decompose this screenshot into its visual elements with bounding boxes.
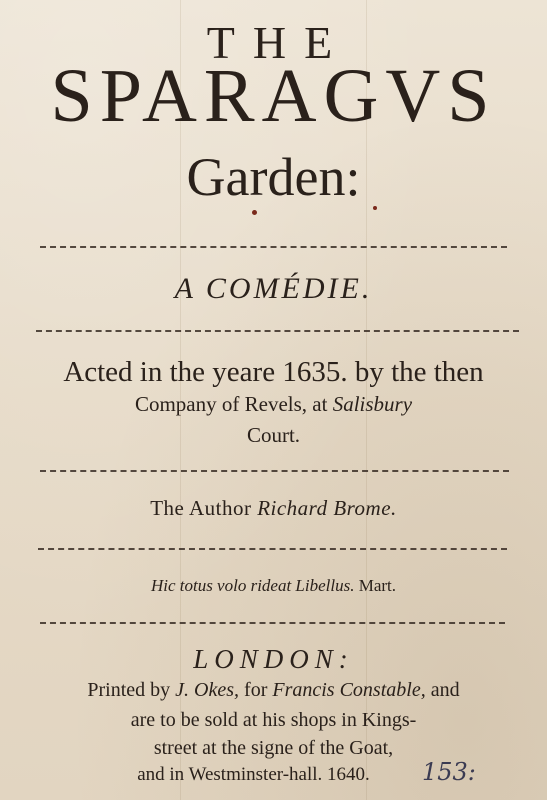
handwritten-shelfmark: 153: xyxy=(422,758,476,786)
imprint-line-1 xyxy=(0,679,547,702)
imprint-and: and xyxy=(430,679,460,701)
performance-company: Company of Revels, at xyxy=(134,392,328,416)
author-line xyxy=(0,496,547,521)
author-name: Richard Brome. xyxy=(257,496,397,520)
title-garden: Garden: xyxy=(186,147,361,207)
performance-line-1: Acted in the yeare 1635. by the then xyxy=(63,356,484,388)
ink-spot xyxy=(373,206,377,210)
title-the: THE xyxy=(206,17,351,68)
author-prefix: The Author xyxy=(150,496,252,520)
imprint-line-3: street at the signe of the Goat, xyxy=(153,737,394,759)
title-main: SPARAGVS xyxy=(50,54,497,138)
divider-rule xyxy=(36,330,519,332)
divider-rule xyxy=(38,548,507,550)
divider-rule xyxy=(40,246,507,248)
divider-rule xyxy=(40,622,505,624)
performance-place: Salisbury xyxy=(332,392,413,416)
imprint-line-4: and in Westminster-hall. 1640. xyxy=(137,764,370,785)
motto-source: Mart. xyxy=(358,576,397,595)
imprint-printed-by: Printed by xyxy=(87,679,171,701)
ink-spot xyxy=(252,210,257,215)
imprint-city: LONDON: xyxy=(193,644,354,674)
performance-line-3: Court. xyxy=(246,423,301,447)
subtitle: A COMÉDIE. xyxy=(174,272,373,305)
motto-line xyxy=(0,576,547,596)
motto-latin: Hic totus volo rideat Libellus. xyxy=(150,576,355,595)
imprint-printer: J. Okes, xyxy=(175,679,240,701)
imprint-line-2: are to be sold at his shops in Kings- xyxy=(130,709,417,731)
performance-line-2 xyxy=(0,392,547,417)
imprint-for: for xyxy=(244,679,268,701)
imprint-publisher: Francis Constable, xyxy=(272,679,426,701)
divider-rule xyxy=(40,470,509,472)
